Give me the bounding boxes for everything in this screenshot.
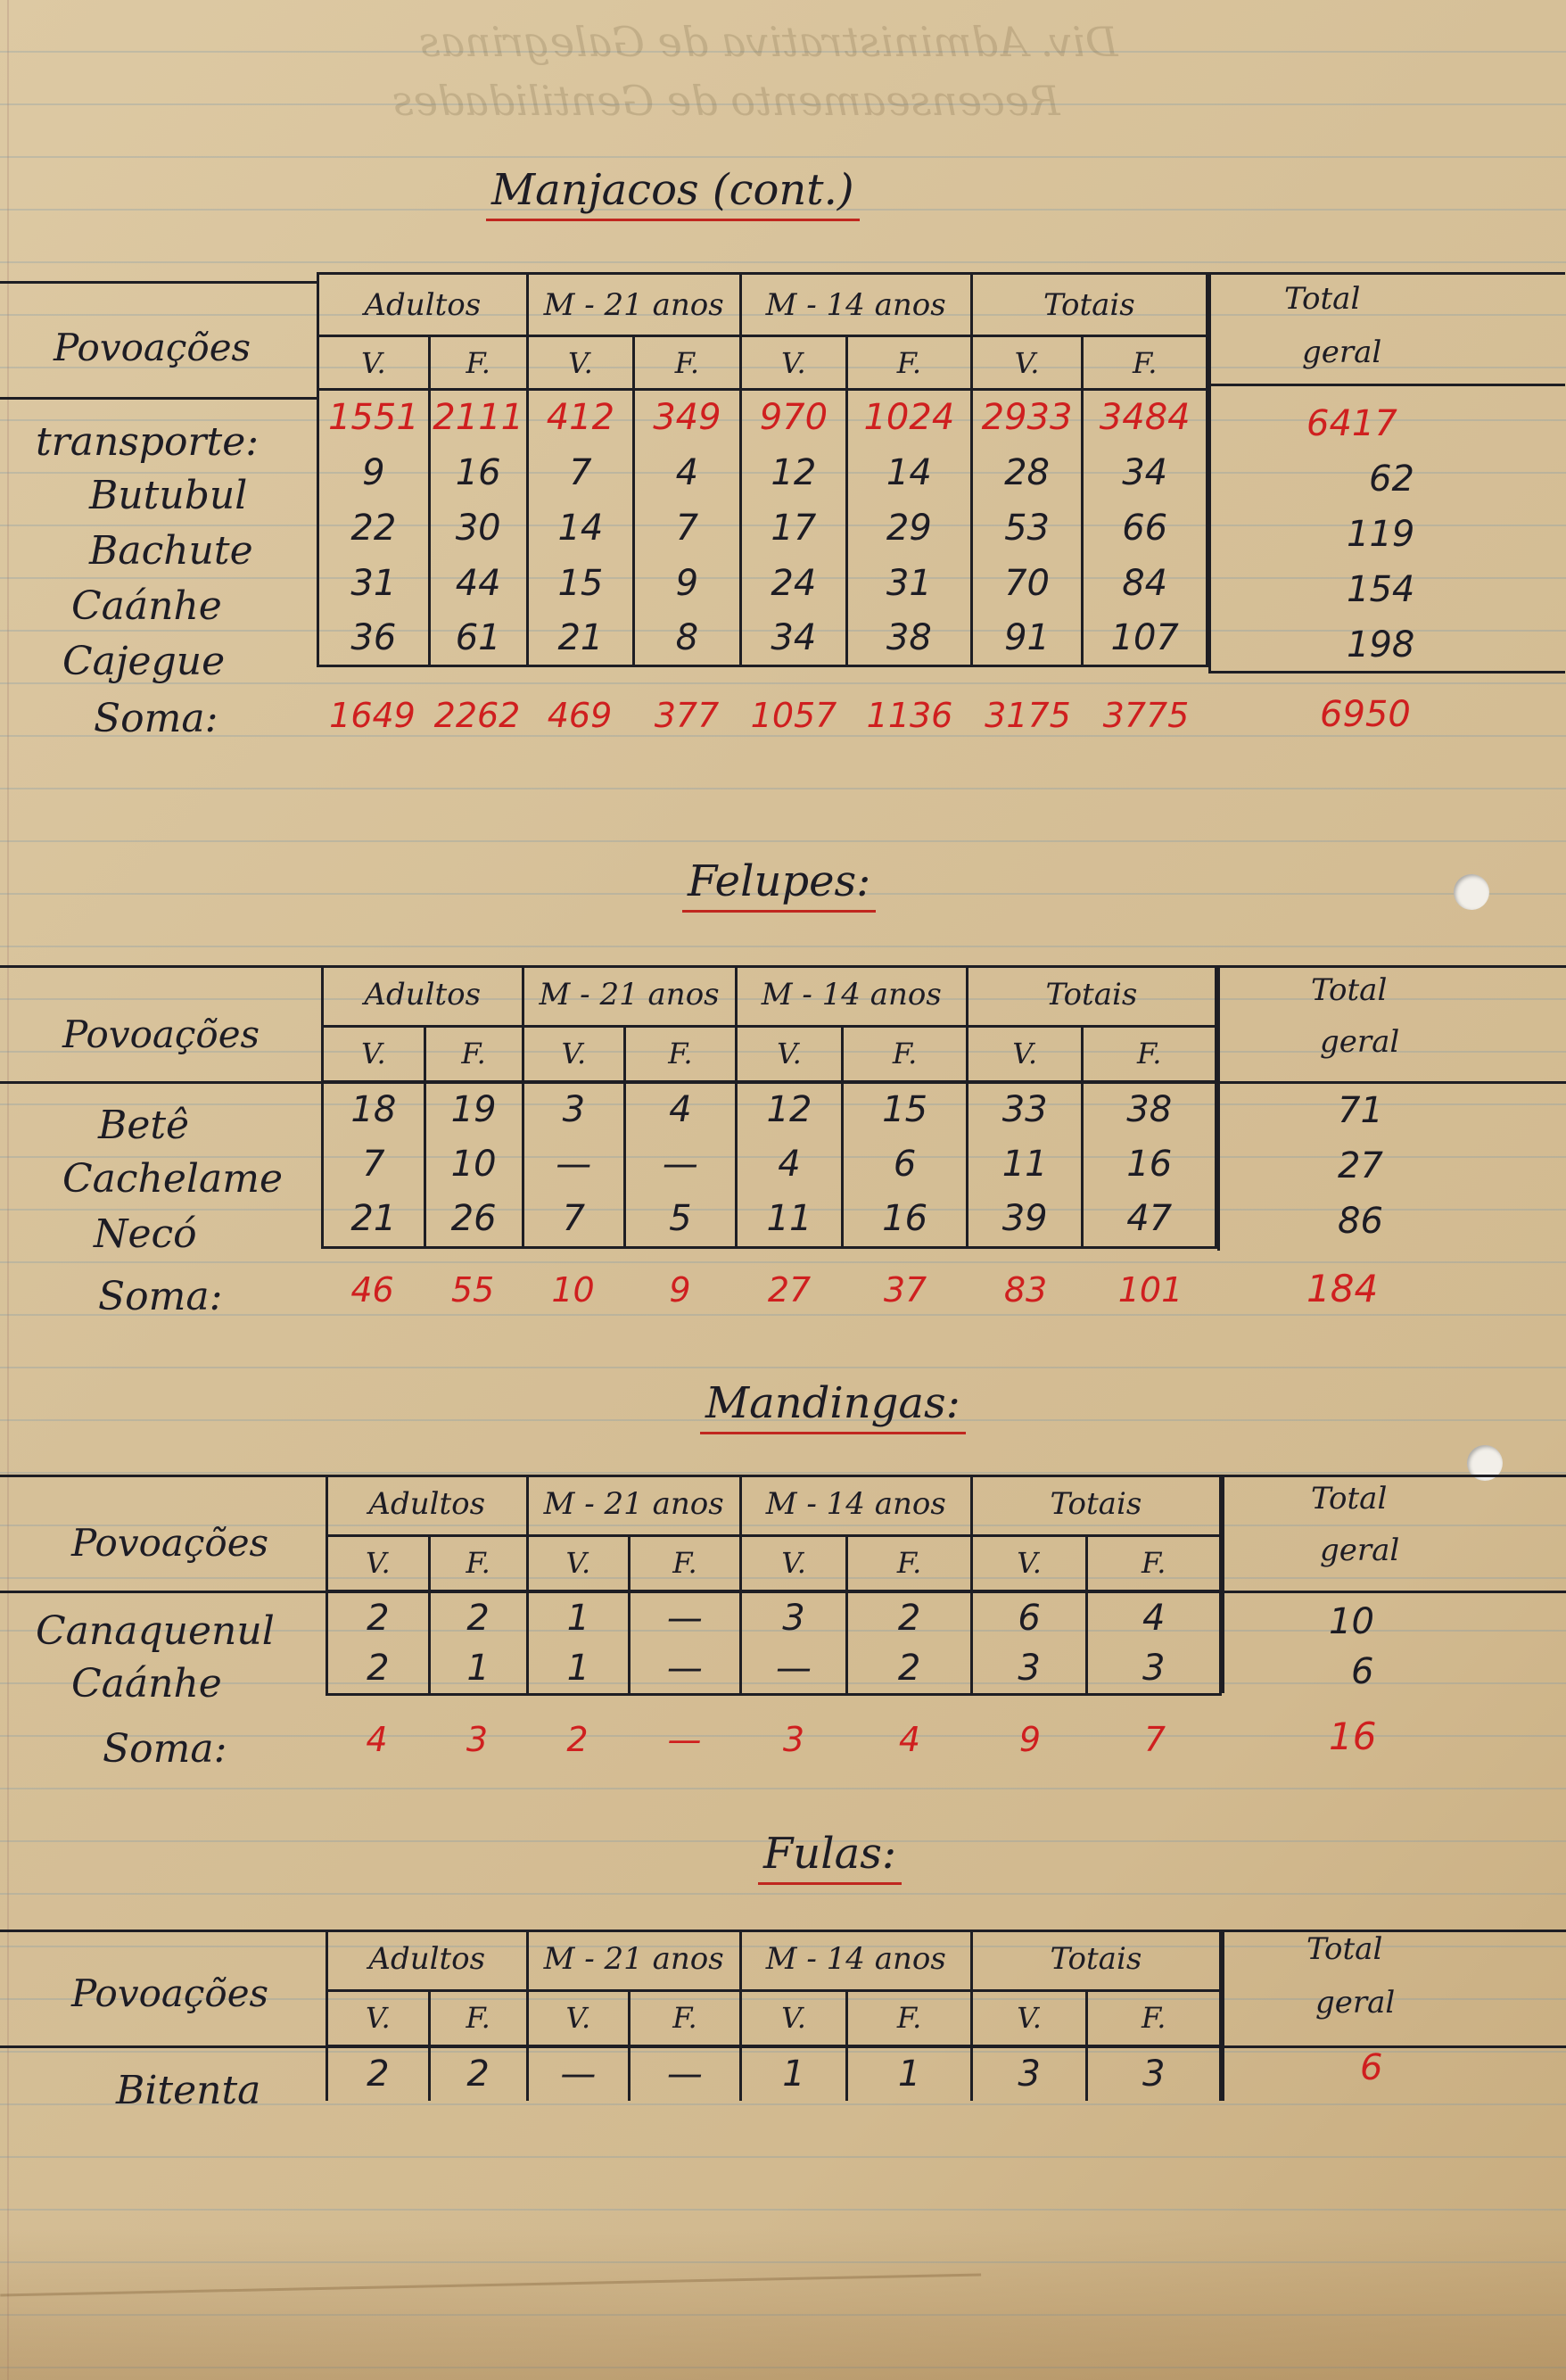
cell: 2: [327, 2045, 430, 2101]
sub-header: F.: [847, 336, 972, 390]
table-row: [323, 1192, 1216, 1247]
sub-header: V.: [318, 336, 430, 390]
cell: 47: [1083, 1192, 1216, 1247]
group-header: Totais: [971, 1475, 1220, 1535]
cell: 31: [847, 556, 972, 611]
cell: 11: [736, 1192, 843, 1247]
cell: 1551: [318, 390, 430, 445]
group-header: M - 14 anos: [740, 1475, 971, 1535]
cell: 1: [527, 1591, 630, 1644]
sum-cell: 37: [883, 1270, 927, 1310]
cell: 1: [847, 2045, 972, 2101]
cell: 2111: [429, 390, 527, 445]
margin-line: [7, 0, 9, 2380]
sum-cell: 4: [898, 1720, 921, 1759]
cell: 3: [740, 1591, 847, 1644]
cell: 34: [1083, 445, 1207, 500]
total-cell: 119: [1347, 514, 1415, 555]
rule: [1217, 965, 1220, 1251]
row-label: Betê: [98, 1103, 190, 1148]
cell: 4: [634, 445, 740, 500]
group-header: Totais: [967, 965, 1216, 1026]
total-cell: 71: [1338, 1090, 1383, 1131]
sub-header: F.: [625, 1026, 737, 1081]
sum-cell: 469: [547, 696, 613, 735]
cell: —: [630, 1644, 741, 1694]
cell: 4: [625, 1081, 737, 1136]
group-header: M - 21 anos: [523, 965, 736, 1026]
sum-cell: 10: [551, 1270, 595, 1310]
cell: 970: [740, 390, 846, 445]
cell: 2: [847, 1644, 971, 1694]
group-header: M - 21 anos: [527, 274, 740, 336]
total-cell: 198: [1347, 624, 1415, 665]
cell: 2: [847, 1591, 971, 1644]
total-header-line2: geral: [1320, 1024, 1400, 1060]
row-label: Bachute: [89, 528, 253, 574]
rule: [1208, 671, 1565, 674]
sum-cell: 9: [1018, 1720, 1042, 1759]
sum-cell: 3: [466, 1720, 489, 1759]
table-row: [318, 556, 1207, 611]
rule: [1208, 272, 1211, 674]
data-table-mandingas: [326, 1475, 1222, 1696]
row-label: Cajegue: [62, 639, 226, 684]
sum-row: [326, 1720, 1222, 1773]
total-header-line1: Total: [1306, 1931, 1383, 1967]
cell: 91: [971, 611, 1083, 666]
total-header-line1: Total: [1311, 1481, 1388, 1516]
cell: 1024: [847, 390, 972, 445]
cell: 15: [843, 1081, 968, 1136]
cell: 70: [971, 556, 1083, 611]
cell: 3484: [1083, 390, 1207, 445]
cell: 7: [527, 445, 633, 500]
total-header-line1: Total: [1284, 281, 1361, 317]
sub-header: F.: [429, 1990, 527, 2045]
stub-header: Povoações: [62, 1012, 260, 1056]
sum-cell: 83: [1003, 1270, 1048, 1310]
section-title: Fulas:: [758, 1829, 902, 1885]
row-label: Necó: [94, 1211, 197, 1257]
section-title: Felupes:: [682, 856, 876, 913]
row-label: Cachelame: [62, 1156, 283, 1202]
sub-header: V.: [527, 1990, 630, 2045]
sum-cell: 3175: [985, 696, 1071, 735]
cell: 4: [736, 1136, 843, 1192]
cell: —: [625, 1136, 737, 1192]
rule: [1208, 272, 1565, 275]
group-header: Adultos: [318, 274, 528, 336]
sub-header: V.: [971, 1535, 1087, 1591]
cell: —: [630, 1591, 741, 1644]
cell: 7: [634, 500, 740, 556]
sub-header: V.: [971, 336, 1083, 390]
cell: 6: [971, 1591, 1087, 1644]
total-cell: 27: [1338, 1145, 1383, 1186]
cell: 29: [847, 500, 972, 556]
total-cell: 10: [1329, 1601, 1374, 1642]
rule: [1208, 384, 1565, 386]
row-label: Caánhe: [71, 583, 222, 629]
table-row: [323, 1136, 1216, 1192]
sum-cell: 377: [654, 696, 720, 735]
group-header: M - 21 anos: [527, 1930, 740, 1990]
cell: 3: [523, 1081, 625, 1136]
cell: 5: [625, 1192, 737, 1247]
group-header: M - 21 anos: [527, 1475, 740, 1535]
section-title: Manjacos (cont.): [486, 165, 860, 221]
table-row: [318, 445, 1207, 500]
sub-header: V.: [527, 336, 633, 390]
cell: 2: [429, 2045, 527, 2101]
total-header-line1: Total: [1311, 972, 1388, 1008]
sub-header: V.: [527, 1535, 630, 1591]
sum-cell: 4: [366, 1720, 388, 1759]
rule: [1222, 1930, 1224, 2101]
sub-header: F.: [424, 1026, 523, 1081]
table-row: [318, 390, 1207, 445]
cell: 3: [971, 2045, 1087, 2101]
group-header: Adultos: [327, 1475, 528, 1535]
row-label: Butubul: [89, 473, 248, 518]
sum-cell: 9: [669, 1270, 691, 1310]
data-table-felupes: [321, 965, 1217, 1249]
row-label: Bitenta: [116, 2068, 261, 2113]
group-header: Totais: [971, 274, 1207, 336]
group-header: Totais: [971, 1930, 1220, 1990]
section-title: Mandingas:: [700, 1378, 966, 1434]
cell: 1: [740, 2045, 847, 2101]
total-cell: 6417: [1306, 403, 1397, 444]
sub-header: V.: [323, 1026, 425, 1081]
cell: 17: [740, 500, 846, 556]
cell: 14: [847, 445, 972, 500]
cell: 107: [1083, 611, 1207, 666]
cell: 7: [523, 1192, 625, 1247]
sub-header: F.: [843, 1026, 968, 1081]
sum-total: 16: [1329, 1715, 1377, 1758]
cell: 1: [527, 1644, 630, 1694]
table-row: [318, 500, 1207, 556]
group-header: M - 14 anos: [740, 1930, 971, 1990]
rule: [1222, 1475, 1224, 1693]
sum-cell: 2262: [433, 696, 521, 735]
cell: 66: [1083, 500, 1207, 556]
cell: 21: [527, 611, 633, 666]
row-label: Canaquenul: [36, 1608, 275, 1654]
table-row: [318, 611, 1207, 666]
sub-header: F.: [847, 1990, 972, 2045]
sub-header: V.: [523, 1026, 625, 1081]
sub-header: F.: [1087, 1535, 1221, 1591]
sum-cell: —: [667, 1720, 702, 1759]
sum-cell: 101: [1117, 1270, 1183, 1310]
cell: 38: [847, 611, 972, 666]
stub-header: Povoações: [71, 1971, 269, 2015]
total-header-line2: geral: [1315, 1985, 1396, 2021]
sub-header: F.: [429, 336, 527, 390]
stub-header: Povoações: [71, 1521, 269, 1565]
cell: 16: [1083, 1136, 1216, 1192]
sum-cell: 1649: [329, 696, 416, 735]
cell: 12: [736, 1081, 843, 1136]
sub-header: V.: [740, 1535, 847, 1591]
sum-total: 6950: [1320, 694, 1411, 735]
bleed-through-line: Div. Administrativa de Galegrinas: [419, 18, 1118, 66]
cell: 21: [323, 1192, 425, 1247]
total-header-line2: geral: [1302, 335, 1382, 370]
cell: 2: [327, 1644, 430, 1694]
group-header: Adultos: [327, 1930, 528, 1990]
cell: 3: [971, 1644, 1087, 1694]
cell: 8: [634, 611, 740, 666]
cell: 2: [429, 1591, 527, 1644]
stub-header: Povoações: [54, 326, 251, 369]
cell: 7: [323, 1136, 425, 1192]
total-cell: 154: [1347, 569, 1415, 610]
cell: —: [527, 2045, 630, 2101]
sum-cell: 7: [1143, 1720, 1166, 1759]
cell: 10: [424, 1136, 523, 1192]
cell: —: [630, 2045, 741, 2101]
cell: 18: [323, 1081, 425, 1136]
sum-cell: 1136: [866, 696, 953, 735]
cell: 15: [527, 556, 633, 611]
cell: 24: [740, 556, 846, 611]
cell: 14: [527, 500, 633, 556]
sub-header: V.: [327, 1535, 430, 1591]
sub-header: V.: [740, 1990, 847, 2045]
sub-header: V.: [740, 336, 846, 390]
sub-header: F.: [847, 1535, 971, 1591]
total-cell: 6: [1360, 2047, 1383, 2088]
rule: [0, 397, 319, 400]
table-row: [327, 2045, 1221, 2101]
sub-header: V.: [967, 1026, 1083, 1081]
sum-cell: 46: [350, 1270, 394, 1310]
cell: 30: [429, 500, 527, 556]
cell: 34: [740, 611, 846, 666]
sum-cell: 3775: [1102, 696, 1190, 735]
group-header: M - 14 anos: [736, 965, 967, 1026]
sub-header: V.: [736, 1026, 843, 1081]
sub-header: F.: [630, 1535, 741, 1591]
cell: 28: [971, 445, 1083, 500]
cell: 53: [971, 500, 1083, 556]
group-header: Adultos: [323, 965, 523, 1026]
bleed-through-line: Recenseamento de Gentilidades: [392, 77, 1060, 125]
cell: —: [740, 1644, 847, 1694]
paper-stain: [0, 2228, 1566, 2380]
sum-cell: 1057: [750, 696, 837, 735]
cell: 31: [318, 556, 430, 611]
cell: 33: [967, 1081, 1083, 1136]
sum-cell: 2: [566, 1720, 589, 1759]
cell: 2: [327, 1591, 430, 1644]
sum-cell: 55: [450, 1270, 495, 1310]
cell: 44: [429, 556, 527, 611]
total-cell: 6: [1351, 1651, 1374, 1692]
cell: 16: [843, 1192, 968, 1247]
cell: —: [523, 1136, 625, 1192]
cell: 36: [318, 611, 430, 666]
cell: 412: [527, 390, 633, 445]
sum-cell: 27: [767, 1270, 812, 1310]
sum-row: [317, 696, 1208, 749]
cell: 26: [424, 1192, 523, 1247]
rule: [0, 281, 319, 284]
cell: 12: [740, 445, 846, 500]
sum-total: 184: [1306, 1267, 1379, 1310]
cell: 4: [1087, 1591, 1221, 1644]
sum-row: [321, 1270, 1217, 1324]
cell: 22: [318, 500, 430, 556]
cell: 38: [1083, 1081, 1216, 1136]
sum-label: Soma:: [103, 1726, 227, 1772]
cell: 2933: [971, 390, 1083, 445]
total-cell: 86: [1338, 1201, 1383, 1242]
table-row: [323, 1081, 1216, 1136]
sub-header: V.: [327, 1990, 430, 2045]
data-table-fulas: [326, 1930, 1222, 2101]
cell: 61: [429, 611, 527, 666]
row-label: transporte:: [36, 419, 260, 465]
punch-hole: [1454, 874, 1489, 910]
sum-label: Soma:: [98, 1274, 223, 1319]
row-label: Caánhe: [71, 1661, 222, 1706]
cell: 3: [1087, 2045, 1221, 2101]
total-header-line2: geral: [1320, 1533, 1400, 1568]
table-row: [327, 1591, 1221, 1644]
cell: 6: [843, 1136, 968, 1192]
cell: 16: [429, 445, 527, 500]
sum-label: Soma:: [94, 696, 218, 741]
cell: 349: [634, 390, 740, 445]
total-cell: 62: [1369, 459, 1414, 500]
sub-header: F.: [1083, 1026, 1216, 1081]
sub-header: V.: [971, 1990, 1087, 2045]
cell: 3: [1087, 1644, 1221, 1694]
cell: 9: [634, 556, 740, 611]
cell: 11: [967, 1136, 1083, 1192]
sub-header: F.: [1087, 1990, 1221, 2045]
cell: 84: [1083, 556, 1207, 611]
table-row: [327, 1644, 1221, 1694]
group-header: M - 14 anos: [740, 274, 971, 336]
sub-header: F.: [429, 1535, 527, 1591]
cell: 39: [967, 1192, 1083, 1247]
sub-header: F.: [1083, 336, 1207, 390]
sub-header: F.: [630, 1990, 741, 2045]
cell: 19: [424, 1081, 523, 1136]
sum-cell: 3: [782, 1720, 805, 1759]
sub-header: F.: [634, 336, 740, 390]
cell: 9: [318, 445, 430, 500]
cell: 1: [429, 1644, 527, 1694]
data-table-manjacos: [317, 272, 1208, 667]
